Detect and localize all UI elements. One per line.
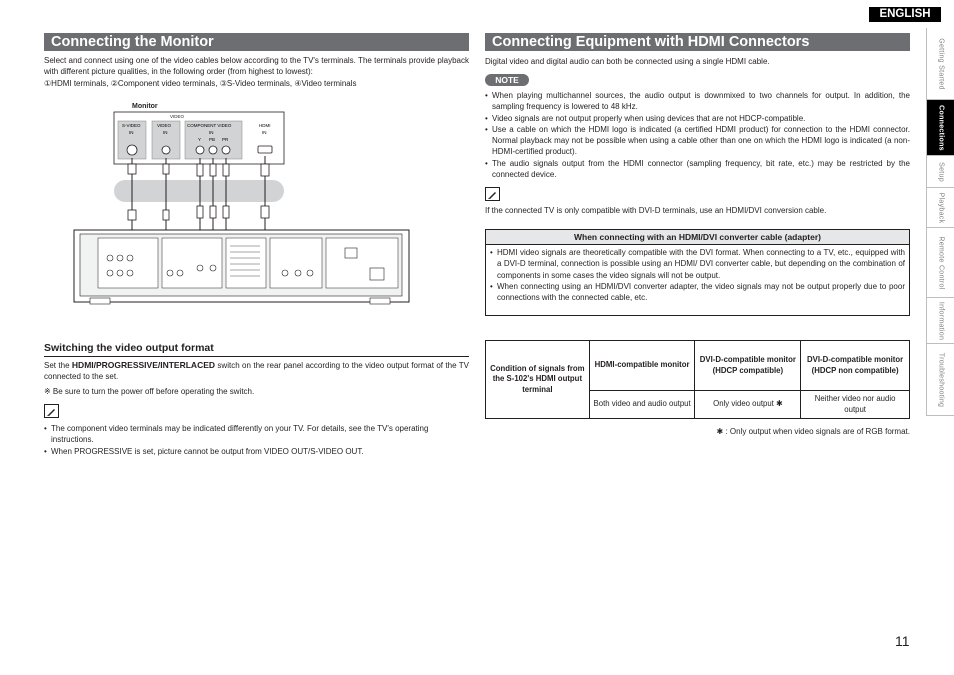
connection-diagram xyxy=(70,98,415,308)
hdmi-dvi-info-box xyxy=(485,229,910,316)
side-tab-label: Information xyxy=(937,301,944,340)
hdmi-intro: Digital video and digital audio can both be connected using a single HDMI cable. xyxy=(485,57,770,66)
side-tab-label: Troubleshooting xyxy=(937,352,944,407)
table-footnote: ✱ : Only output when video signals are of RGB format. xyxy=(716,427,910,436)
monitor-intro xyxy=(44,55,469,78)
y-label: Y xyxy=(198,137,202,142)
component-in-label: IN xyxy=(209,130,214,135)
svideo-label: S-VIDEO xyxy=(122,123,141,128)
svideo-jack xyxy=(127,145,137,155)
side-tab-label: Connections xyxy=(937,104,944,151)
component-label: COMPONENT VIDEO xyxy=(187,123,232,128)
caution-text: ※ Be sure to turn the power off before operating the switch. xyxy=(44,387,255,396)
monitor-intro-text: Select and connect using one of the video cables below according to the TV's terminals. The terminals provide playback with different picture qualities, in the following order (from highest to lowest): xyxy=(44,56,469,77)
table-row xyxy=(486,341,910,391)
hdmi-note-item: • Video signals are not output properly when using devices that are not HDCP-compatible. xyxy=(485,113,910,124)
cable-band xyxy=(114,180,284,202)
hdmi-notes xyxy=(485,90,910,180)
terminal-order: ①HDMI terminals, ②Component video terminals, ③S-Video terminals, ④Video terminals xyxy=(44,79,357,88)
section-title-hdmi: Connecting Equipment with HDMI Connectors xyxy=(485,33,910,51)
side-tab-connections[interactable] xyxy=(926,100,954,156)
y-jack xyxy=(196,146,204,154)
monitor-label: Monitor xyxy=(132,103,158,110)
hdmi-jack xyxy=(258,146,272,153)
video-jack xyxy=(162,146,170,154)
info-box-item: • HDMI video signals are theoretically compatible with the DVI format. When connecting to a TV, etc., equipped with a DVI-D terminal, connection is possible using an HDMI/ DVI converter cable, but depending on the combination of components in some cases the video signals will not be output. xyxy=(490,247,905,281)
hdmi-in-label: IN xyxy=(262,130,267,135)
pb-jack xyxy=(209,146,217,154)
side-tab-label: Getting Started xyxy=(937,37,944,90)
side-tab-label: Playback xyxy=(937,192,944,223)
side-tab-troubleshooting[interactable] xyxy=(926,344,954,416)
switch-instruction xyxy=(44,360,469,383)
section-title-monitor: Connecting the Monitor xyxy=(44,33,469,51)
pr-jack xyxy=(222,146,230,154)
video-label: VIDEO xyxy=(157,123,172,128)
video-in-label: IN xyxy=(163,130,168,135)
video-group-label: VIDEO xyxy=(170,114,185,119)
left-note-item: • When PROGRESSIVE is set, picture cannot be output from VIDEO OUT/S-VIDEO OUT. xyxy=(44,446,469,457)
pencil-note-icon xyxy=(44,404,59,418)
table-cell: Neither video nor audio output xyxy=(801,391,910,419)
side-tab-playback[interactable] xyxy=(926,188,954,228)
side-tab-information[interactable] xyxy=(926,298,954,344)
hdmi-note-item: • Use a cable on which the HDMI logo is indicated (a certified HDMI product) for connection to the HDMI connector. Normal playback may not be possible when using a cable other than one on which the HDMI logo is indicated (a non-HDMI-certified product). xyxy=(485,124,910,158)
hdmi-note-item: • The audio signals output from the HDMI connector (sampling frequency, bit rate, etc.) may be restricted by the connected device. xyxy=(485,158,910,181)
table-header-cell: Condition of signals from the S-102's HDMI output terminal xyxy=(486,341,590,419)
note-badge: NOTE xyxy=(485,74,529,86)
compatibility-table xyxy=(485,340,910,419)
left-notes xyxy=(44,423,469,457)
hdmi-label: HDMI xyxy=(259,123,271,128)
info-box-item: • When connecting using an HDMI/DVI converter adapter, the video signals may not be output properly due to poor connections with the connected cable, etc. xyxy=(490,281,905,304)
dvi-tip: If the connected TV is only compatible with DVI-D terminals, use an HDMI/DVI conversion cable. xyxy=(485,206,827,215)
table-cell: Only video output ✱ xyxy=(695,391,801,419)
hdmi-note-item: • When playing multichannel sources, the audio output is downmixed to two channels for output. In addition, the sampling frequency is lowered to 48 kHz. xyxy=(485,90,910,113)
info-box-body xyxy=(486,245,909,303)
pb-label: PB xyxy=(209,137,216,142)
left-note-item: • The component video terminals may be indicated differently on your TV. For details, see the TV's operating instructions. xyxy=(44,423,469,446)
subheading-video-output: Switching the video output format xyxy=(44,342,469,357)
language-badge: ENGLISH xyxy=(869,7,941,22)
switch-text-pre: Set the xyxy=(44,361,72,370)
table-header-cell: DVI-D-compatible monitor (HDCP compatible) xyxy=(695,341,801,391)
side-tab-getting-started[interactable] xyxy=(926,28,954,100)
table-header-cell: DVI-D-compatible monitor (HDCP non compatible) xyxy=(801,341,910,391)
page-number: 11 xyxy=(895,633,910,649)
table-header-cell: HDMI-compatible monitor xyxy=(589,341,695,391)
table-cell: Both video and audio output xyxy=(589,391,695,419)
side-tab-label: Remote Control xyxy=(937,235,944,290)
pr-label: PR xyxy=(222,137,229,142)
switch-name: HDMI/PROGRESSIVE/INTERLACED xyxy=(71,360,216,370)
side-tab-remote-control[interactable] xyxy=(926,228,954,298)
switch-text-post: switch on the rear panel according to the video output format of the TV connected to the set. xyxy=(44,361,469,382)
pencil-note-icon xyxy=(485,187,500,201)
svideo-in-label: IN xyxy=(129,130,134,135)
side-tab-label: Setup xyxy=(937,161,944,182)
info-box-title: When connecting with an HDMI/DVI converter cable (adapter) xyxy=(486,230,909,245)
side-tab-setup[interactable] xyxy=(926,156,954,188)
